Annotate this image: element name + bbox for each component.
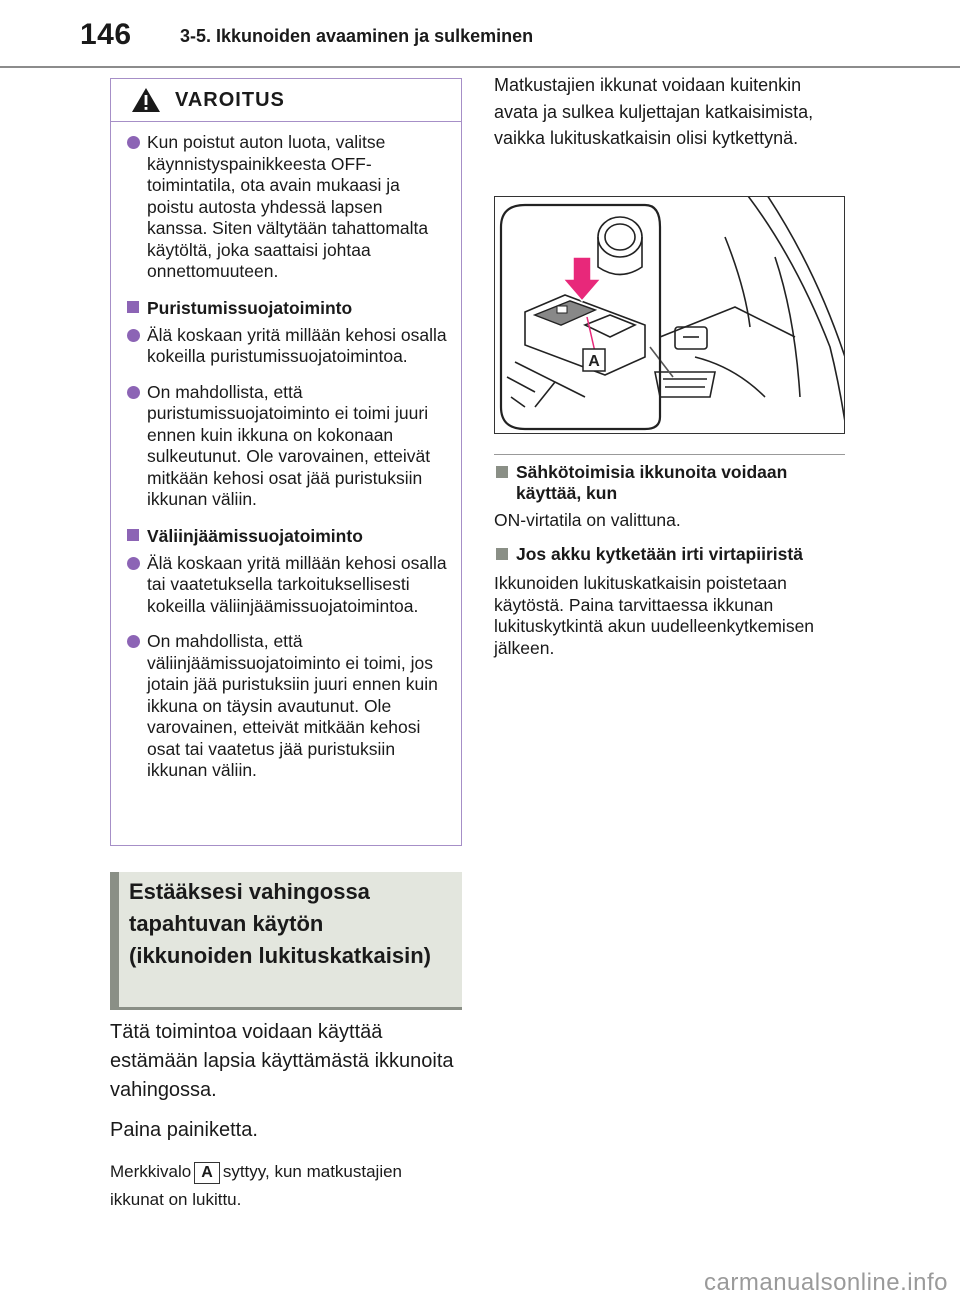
header-rule [0, 66, 960, 68]
square-bullet-icon [127, 301, 139, 313]
square-bullet-icon [496, 548, 508, 560]
indicator-note [110, 1158, 470, 1214]
bullet-icon [127, 557, 140, 570]
bullet-icon [127, 136, 140, 149]
section-paragraph: Tätä toimintoa voidaan käyttää estämään lapsia käyttämästä ikkunoita vahingossa. [110, 1021, 454, 1101]
warning-subheading: Puristumissuojatoiminto [125, 297, 447, 319]
section-heading: Estääksesi vahingossa tapahtuvan käytön (ikkunoiden lukituskatkaisin) [129, 879, 431, 968]
warning-item: On mahdollista, että puristumissuojatoiminto ei toimi juuri ennen kuin ikkuna on kokonaan sulkeutunut. Ole varovainen, etteivät mitkään kehosi osat jää puristuksiin ikkunan väliin. [125, 382, 447, 511]
warning-item: Älä koskaan yritä millään kehosi osalla tai vaatetuksella tarkoituksellisesti kokeilla väliinjäämissuojatoimintoa. [125, 553, 447, 618]
warning-item: Älä koskaan yritä millään kehosi osalla kokeilla puristumissuojatoimintoa. [125, 325, 447, 368]
section-heading-box [110, 872, 462, 1010]
note-text: Merkkivalo [110, 1162, 192, 1181]
right-subheading: Jos akku kytketään irti virtapiiristä [494, 544, 844, 565]
note-text: syttyy, kun matkustajien [222, 1162, 403, 1181]
right-subheading: Sähkötoimisia ikkunoita voidaan käyttää, kun [494, 462, 844, 504]
page-number: 146 [80, 18, 132, 51]
warning-item: On mahdollista, että väliinjäämissuojatoiminto ei toimi, jos jotain jää puristuksiin juuri ennen kuin ikkuna on täysin avautunut. Ole varovainen, etteivät mitkään kehosi osat tai vaatetus jää puristuksiin ikkunan väliin. [125, 631, 447, 782]
square-bullet-icon [496, 466, 508, 478]
note-text: ikkunat on lukittu. [110, 1190, 242, 1209]
square-bullet-icon [127, 529, 139, 541]
figure-label-a: A [588, 353, 600, 370]
divider [494, 454, 845, 455]
warning-box [110, 78, 462, 846]
switch-diagram [495, 197, 845, 434]
section-title: 3-5. Ikkunoiden avaaminen ja sulkeminen [180, 26, 534, 46]
section-paragraph: Paina painiketta. [110, 1119, 258, 1141]
right-intro: Matkustajien ikkunat voidaan kuitenkin avata ja sulkea kuljettajan katkaisimista, vaikka lukituskatkaisin olisi kytkettynä. [494, 75, 814, 148]
window-lock-switch-illustration [494, 196, 845, 434]
bullet-icon [127, 386, 140, 399]
right-paragraph: ON-virtatila on valittuna. [494, 510, 681, 530]
warning-item: Kun poistut auton luota, valitse käynnistyspainikkeesta OFF-toimintatila, ota avain mukaasi ja poistu autosta yhdessä lapsen kanssa. Siten vältytään tahattomalta käytöltä, joka saattaisi johtaa onnettomuuteen. [125, 132, 447, 283]
warning-title: VAROITUS [175, 89, 285, 111]
right-paragraph: Ikkunoiden lukituskatkaisin poistetaan käytöstä. Paina tarvittaessa ikkunan lukituskytkintä akun uudelleenkytkemisen jälkeen. [494, 573, 815, 658]
bullet-icon [127, 635, 140, 648]
bullet-icon [127, 329, 140, 342]
watermark: carmanualsonline.info [704, 1269, 948, 1296]
label-a-badge: A [194, 1162, 220, 1184]
warning-triangle-icon [131, 87, 161, 113]
warning-subheading: Väliinjäämissuojatoiminto [125, 525, 447, 547]
warning-header [111, 79, 461, 122]
